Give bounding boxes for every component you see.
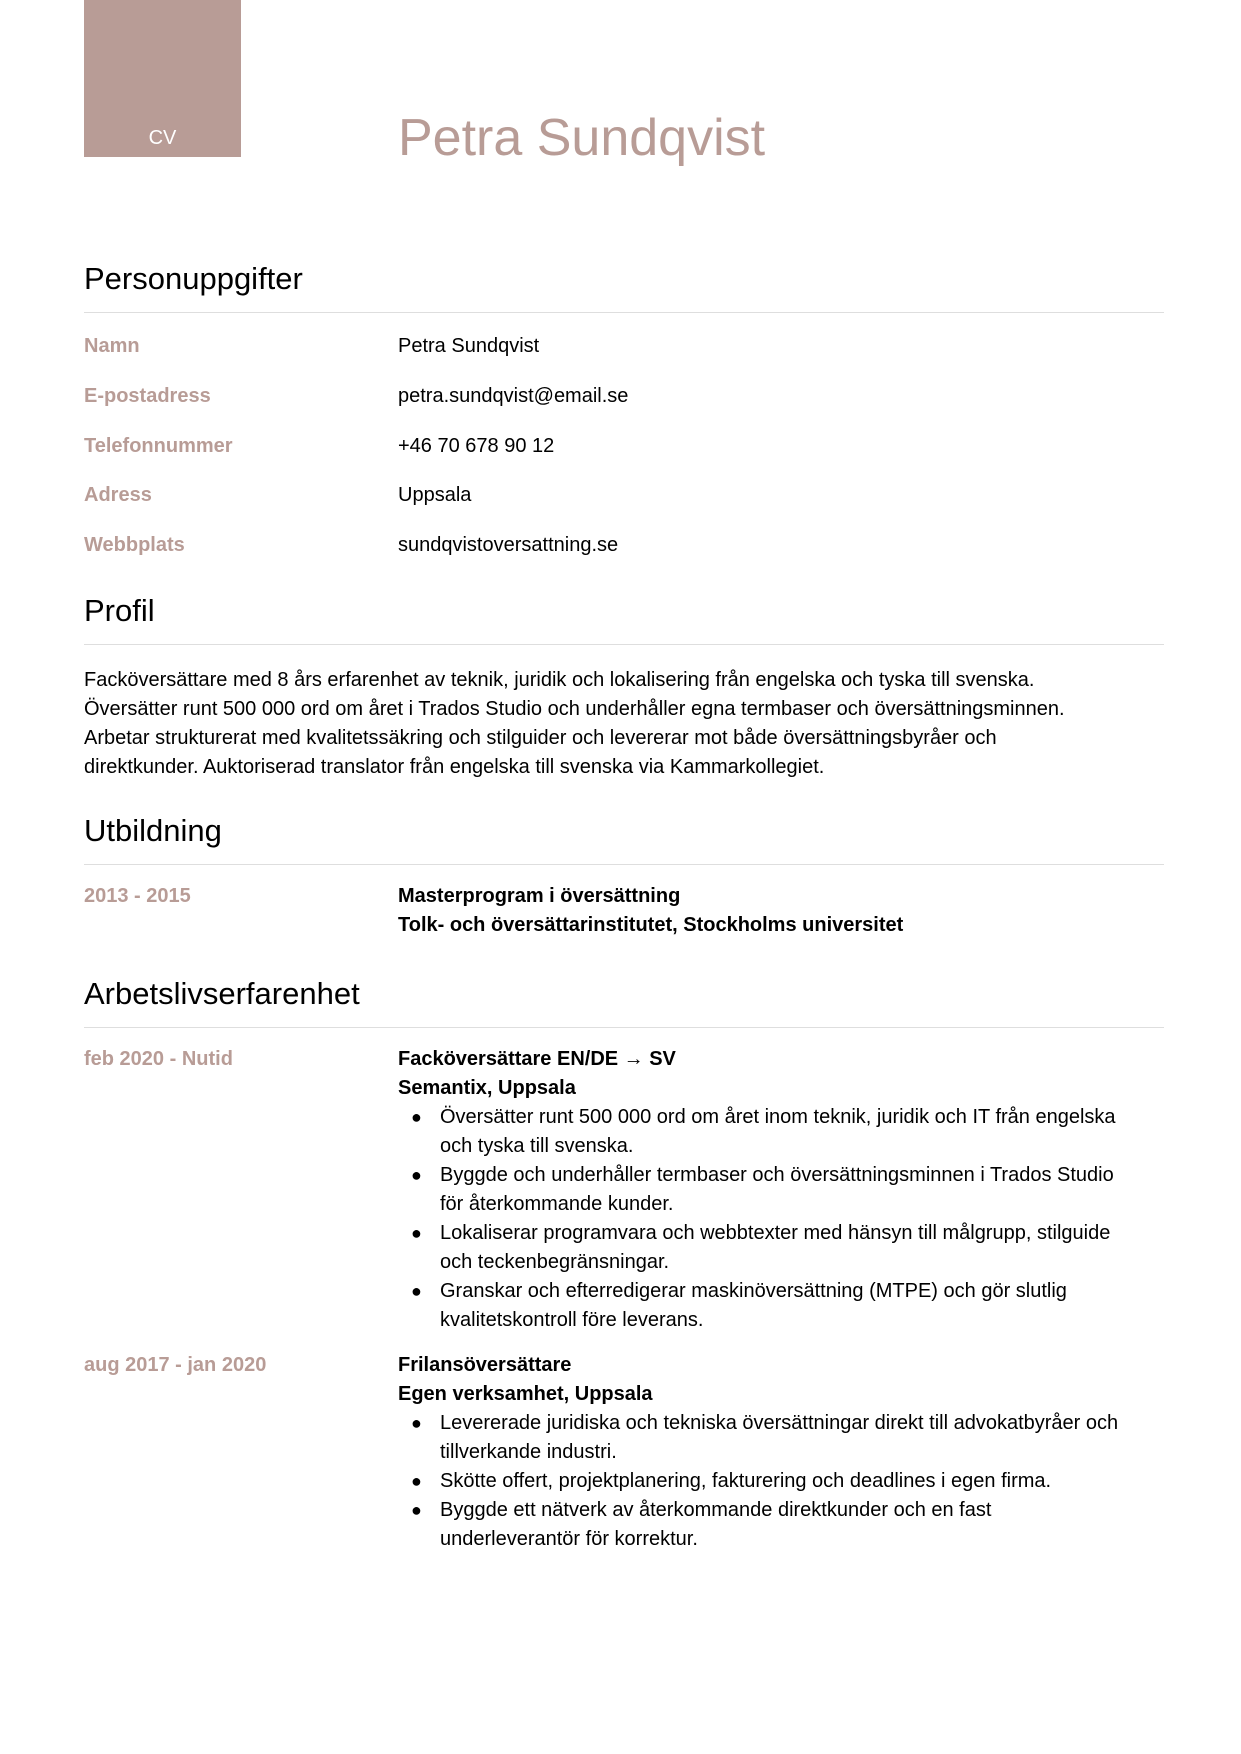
list-item: ● Byggde ett nätverk av återkommande direktkunder och en fast underleverantör för korrektur.: [398, 1496, 1168, 1554]
entry-title: Facköversättare EN/DE → SV: [398, 1048, 676, 1070]
cv-badge: [84, 0, 241, 157]
personal-row-phone: [84, 431, 1164, 461]
section-heading-education: Utbildning: [84, 812, 1164, 865]
address-value: Uppsala: [398, 484, 472, 506]
entry-organization: Tolk- och översättarinstitutet, Stockholms universitet: [398, 914, 904, 936]
bullet-icon: ●: [411, 1107, 422, 1127]
field-label: E-postadress: [84, 385, 211, 407]
profile-line: Översätter runt 500 000 ord om året i Trados Studio och underhåller egna termbaser och översättningsminnen.: [84, 698, 1065, 720]
list-item: ● Översätter runt 500 000 ord om året inom teknik, juridik och IT från engelska och tyska till svenska.: [398, 1103, 1168, 1161]
entry-title: Frilansöversättare: [398, 1354, 572, 1376]
entry-bullets: [398, 1103, 1168, 1335]
website-value: sundqvistoversattning.se: [398, 534, 619, 556]
personal-row-address: [84, 480, 1164, 510]
personal-row-website: [84, 530, 1164, 560]
entry-bullets: [398, 1409, 1168, 1554]
phone-value: +46 70 678 90 12: [398, 435, 555, 457]
bullet-icon: ●: [411, 1223, 422, 1243]
bullet-icon: ●: [411, 1165, 422, 1185]
profile-line: Facköversättare med 8 års erfarenhet av teknik, juridik och lokalisering från engelska och tyska till svenska.: [84, 669, 1035, 691]
entry-title: Masterprogram i översättning: [398, 885, 681, 907]
entry-body: [398, 1351, 1168, 1554]
page-title: Petra Sundqvist: [398, 109, 766, 167]
field-label: Namn: [84, 335, 140, 357]
entry-body: [398, 882, 1168, 940]
cv-badge-label: CV: [148, 127, 177, 149]
profile-line: Arbetar strukturerat med kvalitetssäkring och stilguider och levererar mot både översättningsbyråer och: [84, 727, 997, 749]
list-item: ● Skötte offert, projektplanering, fakturering och deadlines i egen firma.: [398, 1467, 1168, 1496]
list-item: ● Byggde och underhåller termbaser och översättningsminnen i Trados Studio för återkommande kunder.: [398, 1161, 1168, 1219]
section-heading-personal: Personuppgifter: [84, 260, 1164, 313]
entry-organization: Egen verksamhet, Uppsala: [398, 1383, 653, 1405]
bullet-icon: ●: [411, 1471, 422, 1491]
section-heading-experience: Arbetslivserfarenhet: [84, 975, 1164, 1028]
bullet-icon: ●: [411, 1500, 422, 1520]
profile-line: direktkunder. Auktoriserad translator från engelska till svenska via Kammarkollegiet.: [84, 756, 825, 778]
list-item: ● Lokaliserar programvara och webbtexter med hänsyn till målgrupp, stilguide och teckenbegränsningar.: [398, 1219, 1168, 1277]
bullet-icon: ●: [411, 1281, 422, 1301]
entry-date: aug 2017 - jan 2020: [84, 1354, 267, 1376]
entry-date: 2013 - 2015: [84, 885, 191, 907]
field-label: Telefonnummer: [84, 435, 233, 457]
profile-text: [84, 666, 1169, 782]
list-item: ● Levererade juridiska och tekniska översättningar direkt till advokatbyråer och tillverkande industri.: [398, 1409, 1168, 1467]
personal-row-name: [84, 331, 1164, 361]
field-label: Adress: [84, 484, 152, 506]
field-value: Petra Sundqvist: [398, 335, 540, 357]
email-value: petra.sundqvist@email.se: [398, 385, 629, 407]
personal-row-email: [84, 381, 1164, 411]
entry-organization: Semantix, Uppsala: [398, 1077, 576, 1099]
field-label: Webbplats: [84, 534, 185, 556]
list-item: ● Granskar och efterredigerar maskinöversättning (MTPE) och gör slutlig kvalitetskontroll före leverans.: [398, 1277, 1168, 1335]
bullet-icon: ●: [411, 1413, 422, 1433]
entry-date: feb 2020 - Nutid: [84, 1048, 233, 1070]
entry-body: [398, 1045, 1168, 1335]
section-heading-profile: Profil: [84, 592, 1164, 645]
